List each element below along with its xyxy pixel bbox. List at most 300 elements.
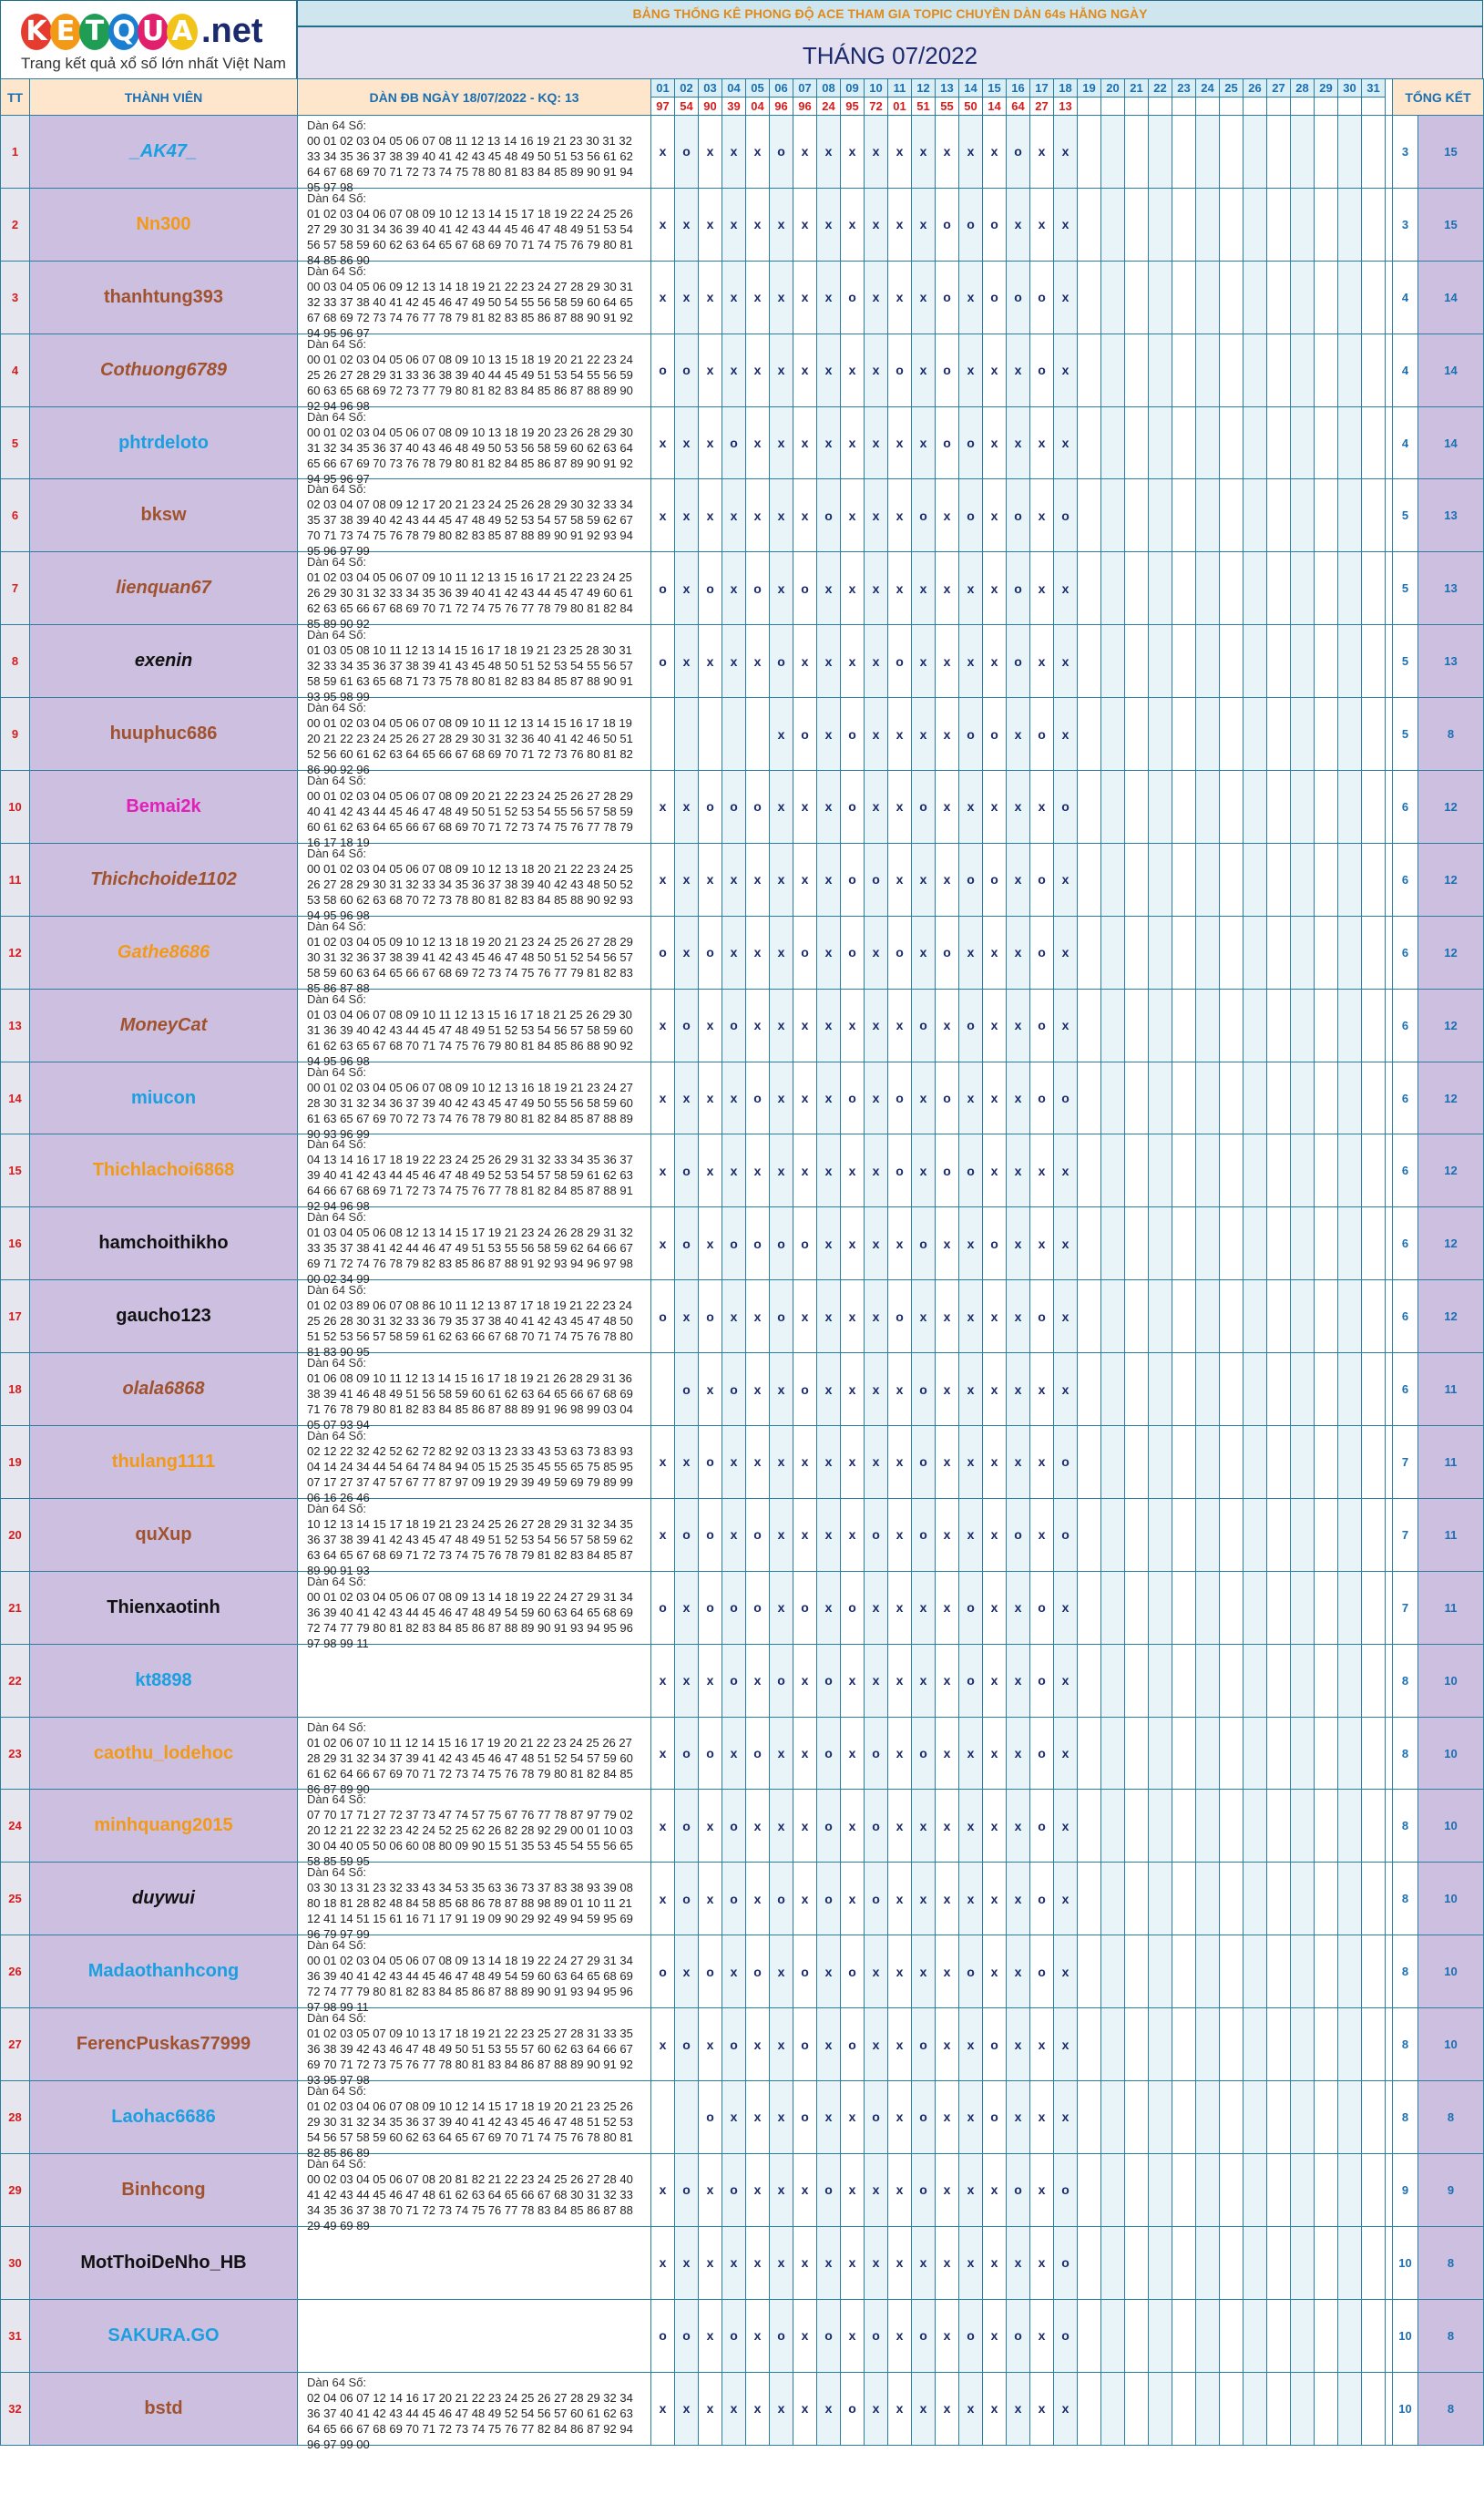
day-result: 55 [936,98,959,116]
day-mark: x [936,552,959,625]
day-mark: x [841,2299,865,2372]
member-name[interactable]: Cothuong6789 [30,334,298,406]
member-name[interactable]: kt8898 [30,1644,298,1717]
day-mark: o [912,1498,936,1571]
member-row [1,2081,1484,2154]
dan-numbers [298,1644,651,1717]
member-name[interactable]: duywui [30,1863,298,1935]
total-score: 9 [1418,2153,1484,2226]
day-mark [1338,552,1362,625]
day-mark: x [817,334,841,406]
day-mark [1196,2226,1220,2299]
row-spacer [1386,1863,1393,1935]
member-name[interactable]: miucon [30,1062,298,1134]
member-name[interactable]: caothu_lodehoc [30,1717,298,1790]
day-mark: x [770,916,793,989]
day-mark [1291,1498,1315,1571]
day-mark: x [888,2153,912,2226]
dan-content [307,700,647,777]
day-mark: x [912,1863,936,1935]
day-mark: o [793,2081,817,2154]
day-mark [1338,2372,1362,2445]
dan-numbers [298,698,651,777]
day-mark: x [722,843,746,916]
day-mark: x [865,771,888,844]
day-result [1338,98,1362,116]
day-header: 14 [959,79,983,98]
day-mark: x [841,406,865,479]
miss-count: 6 [1393,1280,1418,1353]
day-mark [1220,1207,1243,1280]
day-mark: x [699,2226,722,2299]
day-mark [1078,625,1101,698]
dan-numbers [298,334,651,413]
day-mark: o [793,1353,817,1426]
day-mark: o [983,188,1007,261]
day-mark: x [936,1863,959,1935]
dan-title: Dàn 64 Số: [307,1574,367,1588]
day-mark: x [793,1426,817,1499]
day-result: 04 [746,98,770,116]
day-mark [1291,1644,1315,1717]
day-mark: o [675,1717,699,1790]
day-mark: x [865,1353,888,1426]
day-header: 11 [888,79,912,98]
day-mark [1362,1134,1386,1207]
day-mark: x [651,989,675,1062]
day-mark [1362,1644,1386,1717]
day-mark [1078,116,1101,189]
day-mark [1220,2081,1243,2154]
dan-numbers [298,1498,651,1577]
stats-table [0,78,1484,2451]
dan-numbers [298,1426,651,1505]
row-spacer [1386,916,1393,989]
day-mark [1172,1790,1196,1863]
day-mark [1125,698,1149,771]
day-mark [1125,2081,1149,2154]
day-mark [1267,188,1291,261]
day-mark: o [1054,2299,1078,2372]
dan-list: 01 02 03 04 06 07 08 09 10 12 14 15 17 18 19 20 21 23 25 26 29 30 31 32 34 35 36 37 39 40 41 42 43 45 46 47 48 51 52 53 54 56 57 58 59 60 62 63 64 65 67 69 70 71 74 75 76 78 80 81 82 85 86 89 [307,2099,633,2160]
day-mark: o [699,1280,722,1353]
row-number: 26 [1,1935,30,2008]
dan-title: Dàn 64 Số: [307,628,367,642]
day-mark [1172,989,1196,1062]
row-number: 18 [1,1353,30,1426]
day-mark: x [936,1571,959,1644]
day-mark [1243,1207,1267,1280]
member-name[interactable]: exenin [30,625,298,698]
day-result: 14 [983,98,1007,116]
day-mark [1267,771,1291,844]
day-mark: x [1054,406,1078,479]
day-mark: x [983,552,1007,625]
day-mark: o [888,1062,912,1134]
day-mark: o [865,1498,888,1571]
day-result [1267,98,1291,116]
day-mark [1291,2081,1315,2154]
day-result [1243,98,1267,116]
day-mark: x [817,916,841,989]
day-mark [1149,1935,1172,2008]
day-mark [1172,552,1196,625]
dan-content [307,554,647,631]
day-mark [1196,989,1220,1062]
day-mark: x [746,2008,770,2081]
day-mark: x [841,1498,865,1571]
day-mark: x [817,1062,841,1134]
dan-numbers [298,406,651,486]
day-mark [1149,1426,1172,1499]
day-mark: o [865,2081,888,2154]
day-mark: x [817,406,841,479]
day-mark [1220,1863,1243,1935]
day-mark [1196,1935,1220,2008]
day-mark: o [983,1207,1007,1280]
day-mark: x [841,1717,865,1790]
dan-title: Dàn 64 Số: [307,846,367,860]
row-number: 30 [1,2226,30,2299]
day-mark [1315,1062,1338,1134]
day-mark [1338,1498,1362,1571]
day-mark [1172,625,1196,698]
day-mark: x [793,1134,817,1207]
row-spacer [1386,2153,1393,2226]
day-mark: x [936,989,959,1062]
day-mark: x [770,1134,793,1207]
day-mark [1196,916,1220,989]
day-mark: x [865,2226,888,2299]
day-mark: x [722,1134,746,1207]
dan-list: 01 02 03 04 05 06 07 09 10 11 12 13 15 16 17 21 22 23 24 25 26 29 30 31 32 33 34 35 36 39 40 41 42 43 44 45 47 49 60 61 62 63 65 66 67 68 69 70 71 72 74 75 76 77 78 79 80 81 82 84 85 89 90 92 [307,570,633,631]
member-name[interactable]: MotThoiDeNho_HB [30,2226,298,2299]
day-mark: o [1030,1062,1054,1134]
member-name[interactable]: lienquan67 [30,552,298,625]
day-mark: x [699,989,722,1062]
day-mark [1267,334,1291,406]
day-mark: x [651,2008,675,2081]
day-mark: x [817,989,841,1062]
total-score: 12 [1418,916,1484,989]
member-name[interactable]: Madaothanhcong [30,1935,298,2008]
day-mark [1338,2153,1362,2226]
day-mark: o [746,552,770,625]
row-spacer [1386,625,1393,698]
day-mark: o [1007,116,1030,189]
dan-list: 00 01 02 03 04 05 06 07 08 09 13 14 18 19 22 24 27 29 31 34 36 39 40 41 42 43 44 45 46 47 48 49 54 59 60 63 64 65 68 69 72 74 77 79 80 81 82 83 84 85 86 87 88 89 90 91 93 94 95 96 97 98 99 11 [307,1589,633,1650]
day-mark [1149,625,1172,698]
day-mark: o [1030,1863,1054,1935]
dan-content [307,2083,647,2160]
day-mark [1338,1426,1362,1499]
dan-list: 02 04 06 07 12 14 16 17 20 21 22 23 24 25 26 27 28 29 32 34 36 37 40 41 42 43 44 45 46 47 48 49 52 54 56 57 60 61 62 63 64 65 66 67 68 69 70 71 72 73 74 75 76 77 82 84 86 87 92 94 96 97 99 00 [307,2390,633,2451]
member-row [1,625,1484,698]
member-name[interactable]: minhquang2015 [30,1790,298,1863]
day-mark: x [1007,334,1030,406]
day-mark: x [1007,1863,1030,1935]
day-mark: x [770,1790,793,1863]
day-mark: x [865,116,888,189]
dan-list: 00 01 02 03 04 05 06 07 08 09 20 21 22 23 24 25 26 27 28 29 40 41 42 43 44 45 46 47 48 49 50 51 52 53 54 55 56 57 58 59 60 61 62 63 64 65 66 67 68 69 70 71 72 73 74 75 76 77 78 79 16 17 18 19 [307,789,633,850]
dan-list: 00 01 02 03 04 05 06 07 08 11 12 13 14 16 19 21 23 30 31 32 33 34 35 36 37 38 39 40 41 42 43 45 48 49 50 51 53 56 61 62 64 67 68 69 70 71 72 73 74 75 78 80 81 83 84 85 89 90 91 94 95 97 98 [307,134,633,194]
day-mark [1101,1207,1125,1280]
day-mark [1267,1644,1291,1717]
member-name[interactable]: thulang1111 [30,1426,298,1499]
day-mark: x [1030,2008,1054,2081]
dan-content [307,1864,647,1942]
total-score: 12 [1418,1134,1484,1207]
dan-title: Dàn 64 Số: [307,1938,367,1953]
day-mark: x [865,1134,888,1207]
row-number: 19 [1,1426,30,1499]
day-mark: o [793,2008,817,2081]
day-mark: x [841,552,865,625]
day-mark: x [959,1790,983,1863]
day-mark [1149,2372,1172,2445]
day-mark [1196,1207,1220,1280]
member-name[interactable]: thanhtung393 [30,261,298,334]
day-mark [1291,2299,1315,2372]
member-name[interactable]: Bemai2k [30,771,298,844]
day-header: 16 [1007,79,1030,98]
day-mark [1196,698,1220,771]
day-mark [1315,1863,1338,1935]
member-name[interactable]: phtrdeloto [30,406,298,479]
day-mark: x [841,1790,865,1863]
day-mark: o [722,1863,746,1935]
day-mark [1078,1790,1101,1863]
miss-count: 6 [1393,1207,1418,1280]
dan-content [307,1282,647,1360]
day-mark: x [888,116,912,189]
row-spacer [1386,116,1393,189]
day-mark [1243,2081,1267,2154]
day-mark [1338,116,1362,189]
member-name[interactable]: bksw [30,479,298,552]
day-mark [1101,1062,1125,1134]
day-mark: x [1054,843,1078,916]
dan-numbers [298,2153,651,2232]
member-row [1,698,1484,771]
day-mark [1196,2153,1220,2226]
day-mark [1125,1498,1149,1571]
member-name[interactable]: Binhcong [30,2153,298,2226]
day-mark [1243,552,1267,625]
day-mark [1125,1353,1149,1426]
day-mark [1196,116,1220,189]
day-mark [1220,771,1243,844]
day-mark: o [675,989,699,1062]
day-mark [699,698,722,771]
day-mark [1101,1935,1125,2008]
day-mark: x [959,1717,983,1790]
day-mark: o [746,1498,770,1571]
day-mark [1362,406,1386,479]
member-name[interactable]: gaucho123 [30,1280,298,1353]
day-mark: x [793,261,817,334]
day-mark: x [722,1426,746,1499]
day-result: 54 [675,98,699,116]
row-number: 31 [1,2299,30,2372]
member-name[interactable]: _AK47_ [30,116,298,189]
day-mark: x [746,1353,770,1426]
day-mark [1149,1207,1172,1280]
day-mark: x [959,2081,983,2154]
day-mark: o [983,261,1007,334]
day-mark [1101,116,1125,189]
day-result [1291,98,1315,116]
site-logo[interactable] [0,0,297,85]
day-mark: x [841,334,865,406]
day-mark: x [793,1863,817,1935]
day-mark: x [888,698,912,771]
day-mark: x [746,334,770,406]
day-mark: x [793,1644,817,1717]
day-mark: x [983,1062,1007,1134]
day-mark [1267,1280,1291,1353]
total-score: 11 [1418,1571,1484,1644]
day-mark [1267,116,1291,189]
day-header: 28 [1291,79,1315,98]
day-mark [1338,1790,1362,1863]
miss-count: 6 [1393,843,1418,916]
day-mark [1078,2008,1101,2081]
member-name[interactable]: Thichlachoi6868 [30,1134,298,1207]
day-mark [1220,1571,1243,1644]
day-mark: x [888,2008,912,2081]
day-mark: x [793,625,817,698]
day-mark [1291,989,1315,1062]
day-mark: x [817,625,841,698]
day-mark: x [841,1353,865,1426]
member-row [1,1207,1484,1280]
member-name[interactable]: SAKURA.GO [30,2299,298,2372]
miss-count: 5 [1393,552,1418,625]
day-mark: o [770,2299,793,2372]
day-mark [1172,1498,1196,1571]
day-mark [1220,2372,1243,2445]
member-name[interactable]: MoneyCat [30,989,298,1062]
day-mark: x [888,261,912,334]
member-name[interactable]: bstd [30,2372,298,2445]
day-mark: o [699,771,722,844]
member-row [1,989,1484,1062]
dan-content [307,2302,647,2371]
member-name[interactable]: Thichchoide1102 [30,843,298,916]
member-name[interactable]: Nn300 [30,188,298,261]
day-mark [1243,771,1267,844]
total-score: 12 [1418,1280,1484,1353]
member-name[interactable]: quXup [30,1498,298,1571]
day-mark [1220,916,1243,989]
day-mark: o [912,2008,936,2081]
day-mark [1362,261,1386,334]
day-mark [1172,1717,1196,1790]
day-mark [1220,1717,1243,1790]
member-row [1,334,1484,406]
day-mark: x [1007,406,1030,479]
day-mark: o [651,625,675,698]
day-header: 25 [1220,79,1243,98]
member-name[interactable]: olala6868 [30,1353,298,1426]
day-mark: o [936,406,959,479]
day-mark [1101,188,1125,261]
day-mark: x [912,261,936,334]
day-mark: x [865,1426,888,1499]
member-name[interactable]: hamchoithikho [30,1207,298,1280]
member-name[interactable]: FerencPuskas77999 [30,2008,298,2081]
day-header: 18 [1054,79,1078,98]
member-name[interactable]: Gathe8686 [30,916,298,989]
day-mark: x [699,188,722,261]
day-mark: x [770,2226,793,2299]
total-score: 10 [1418,2008,1484,2081]
dan-title: Dàn 64 Số: [307,919,367,933]
day-mark: x [1054,698,1078,771]
day-mark [1291,552,1315,625]
day-mark: x [651,1863,675,1935]
day-mark: x [651,1717,675,1790]
day-mark: x [888,2299,912,2372]
day-mark [1101,261,1125,334]
member-name[interactable]: Thienxaotinh [30,1571,298,1644]
dan-content [307,1647,647,1716]
day-mark [1315,2372,1338,2445]
day-mark [1338,989,1362,1062]
day-mark [1149,1280,1172,1353]
day-mark [1078,2153,1101,2226]
day-mark [1172,1280,1196,1353]
day-mark [1338,771,1362,844]
day-mark [1149,1790,1172,1863]
day-mark: o [841,698,865,771]
day-mark: x [1030,2299,1054,2372]
day-mark: o [841,2008,865,2081]
row-spacer [1386,1062,1393,1134]
member-name[interactable]: huuphuc686 [30,698,298,771]
day-mark [1338,334,1362,406]
day-mark [1101,2153,1125,2226]
total-score: 12 [1418,1062,1484,1134]
day-mark [1125,2008,1149,2081]
day-mark [675,2081,699,2154]
day-mark: o [865,1863,888,1935]
day-mark [1101,1644,1125,1717]
day-mark [1196,843,1220,916]
day-mark [1078,552,1101,625]
day-mark: o [651,334,675,406]
logo-letter: A [167,14,198,50]
row-number: 5 [1,406,30,479]
row-spacer [1386,1353,1393,1426]
day-mark [1315,2008,1338,2081]
day-mark: o [770,1644,793,1717]
day-result: 72 [865,98,888,116]
day-mark: x [983,116,1007,189]
day-mark: x [746,2299,770,2372]
day-mark: o [699,1498,722,1571]
day-mark [1315,1571,1338,1644]
day-mark [1172,334,1196,406]
day-mark [1243,1062,1267,1134]
day-mark [1125,843,1149,916]
day-mark: x [888,2226,912,2299]
day-mark: x [675,771,699,844]
day-mark: x [888,1717,912,1790]
member-name[interactable]: Laohac6686 [30,2081,298,2154]
row-number: 6 [1,479,30,552]
